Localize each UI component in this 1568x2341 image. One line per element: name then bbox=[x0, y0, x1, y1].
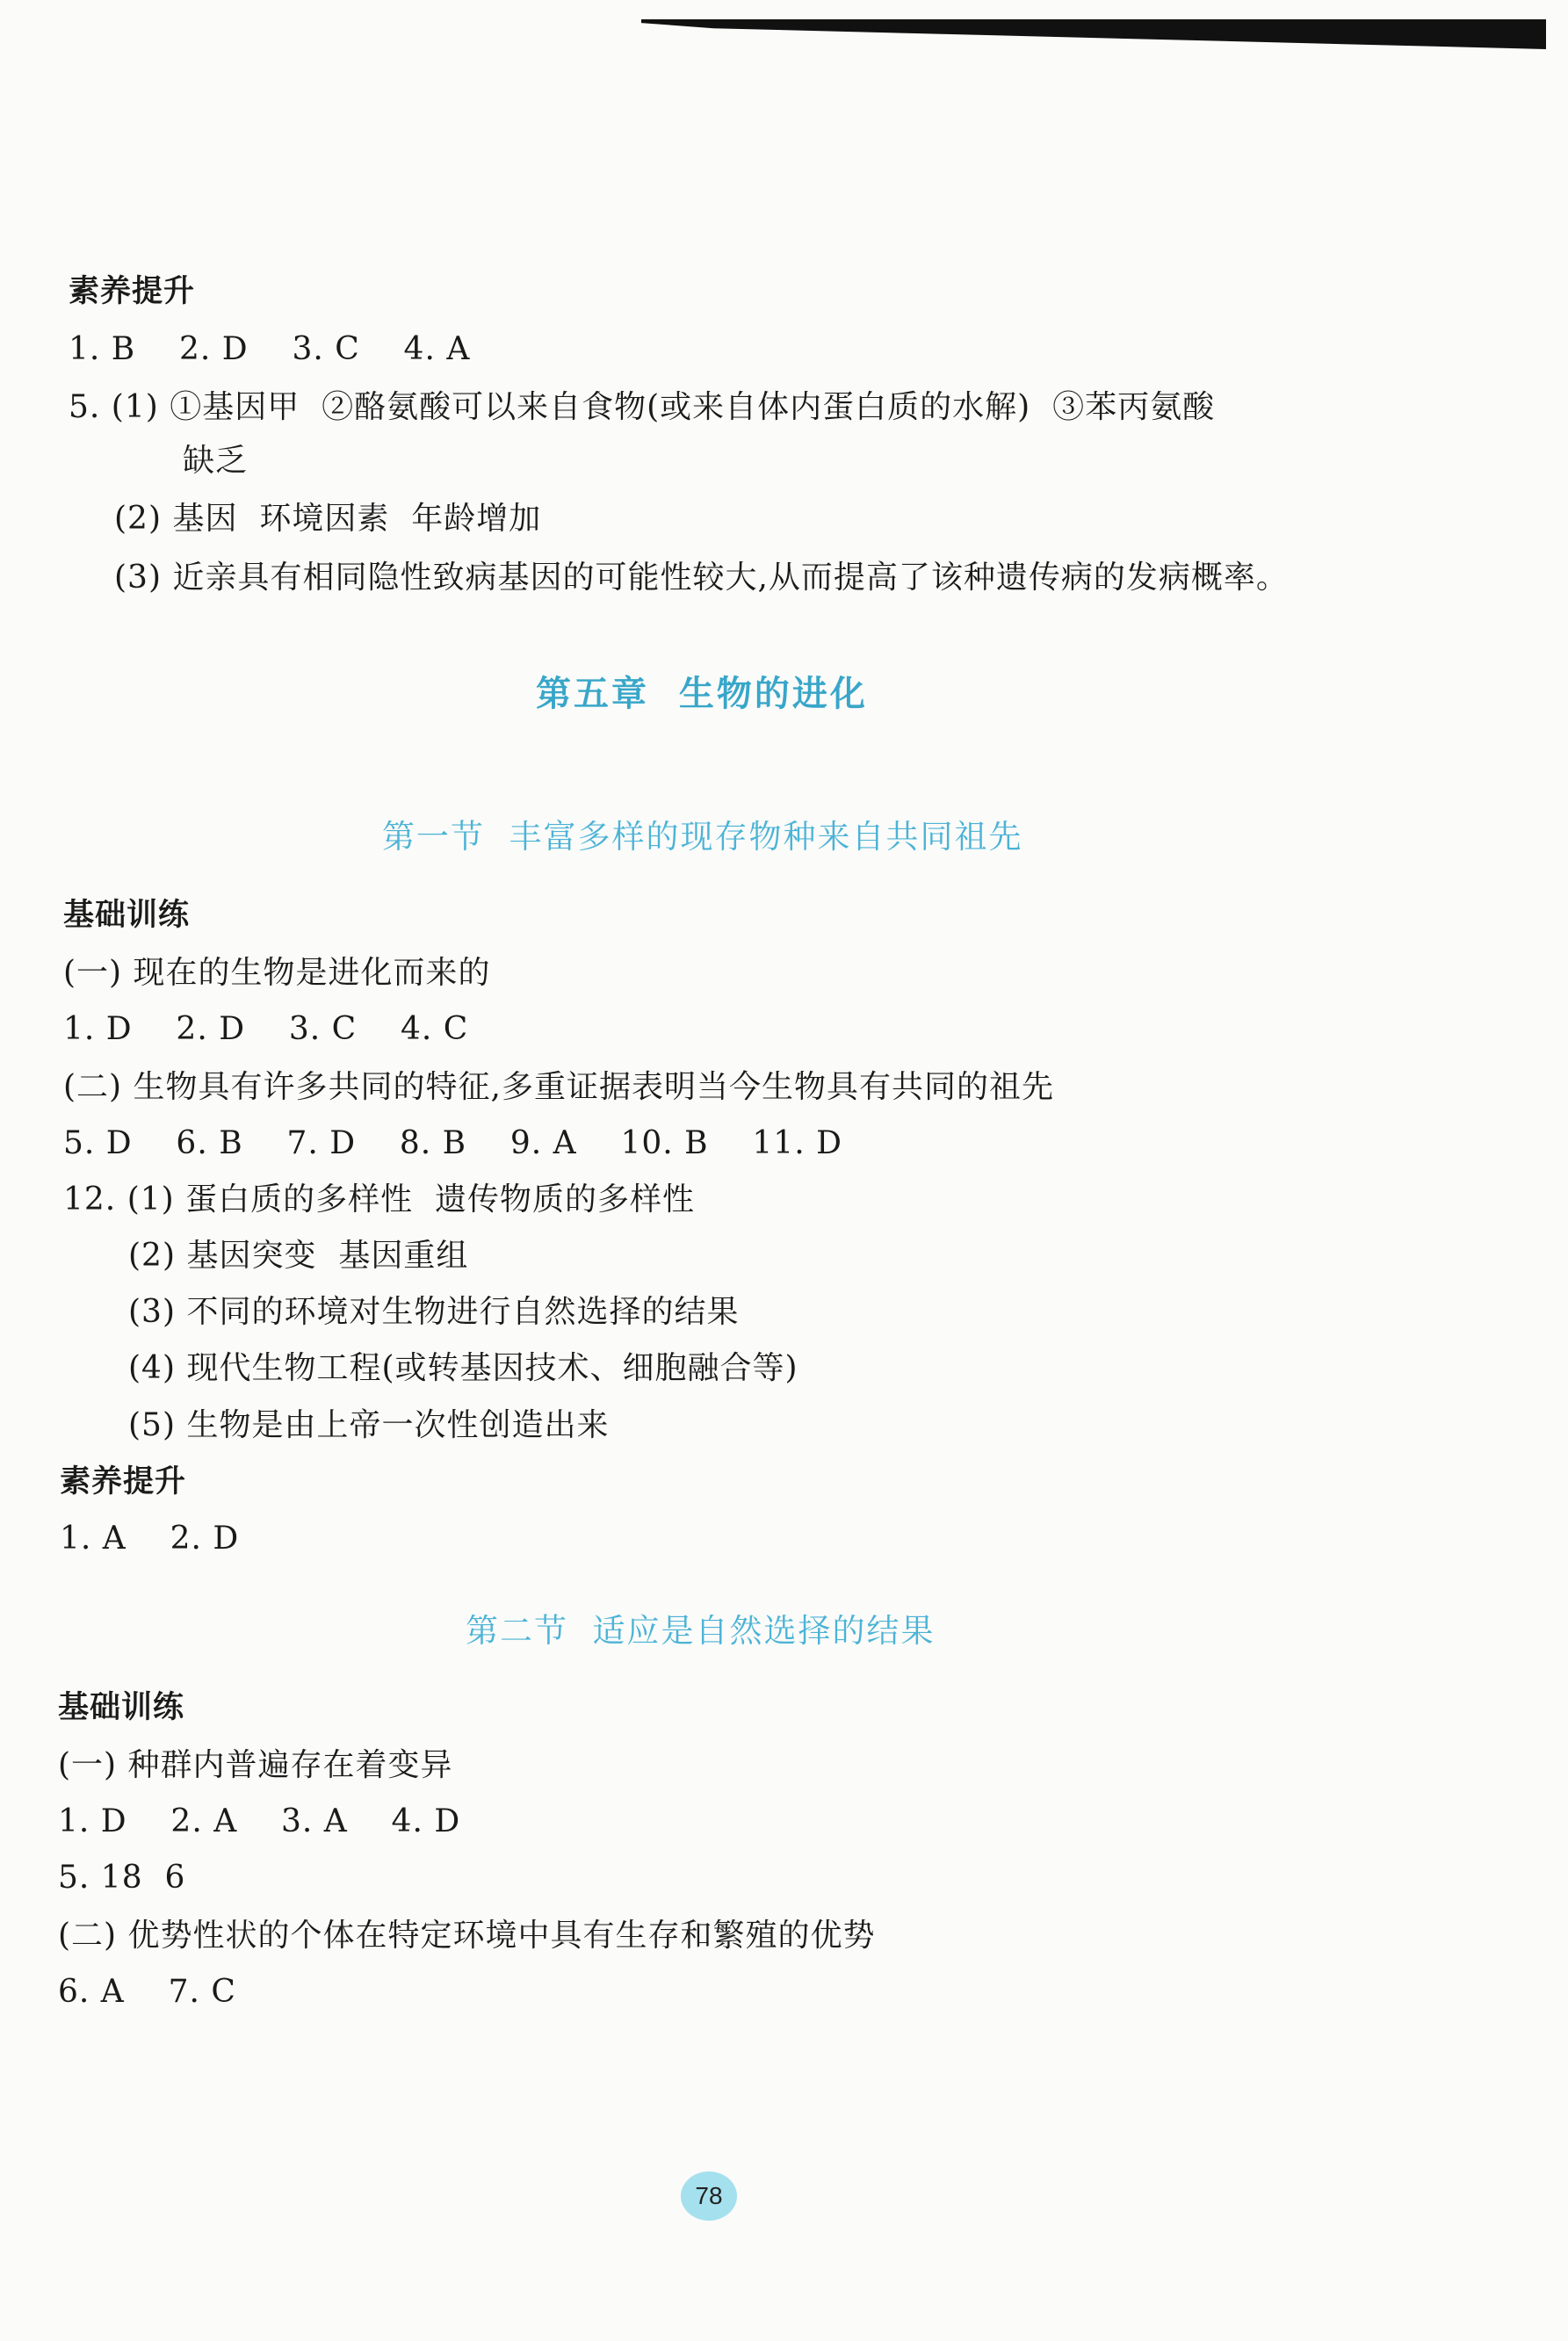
chapter-title: 第五章 生物的进化 bbox=[536, 674, 868, 714]
section1-suyang-answers: 1. A 2. D bbox=[60, 1521, 240, 1557]
section2-part1-q5: 5. 18 6 bbox=[58, 1860, 186, 1896]
answer-q5-part1-cont: 缺乏 bbox=[183, 443, 249, 479]
section1-heading-jichu: 基础训练 bbox=[63, 898, 191, 933]
page-number: 78 bbox=[681, 2171, 737, 2221]
answer-q5-part3: (3) 近亲具有相同隐性致病基因的可能性较大,从而提高了该种遗传病的发病概率。 bbox=[114, 560, 1289, 596]
section1-part1-answers: 1. D 2. D 3. C 4. C bbox=[63, 1011, 469, 1047]
section2-part1-title: (一) 种群内普遍存在着变异 bbox=[58, 1747, 453, 1783]
section1-heading-suyang: 素养提升 bbox=[60, 1464, 187, 1499]
section2-part2-answers: 6. A 7. C bbox=[58, 1974, 236, 2010]
section1-part2-title: (二) 生物具有许多共同的特征,多重证据表明当今生物具有共同的祖先 bbox=[63, 1069, 1054, 1105]
section2-title: 第二节 适应是自然选择的结果 bbox=[466, 1612, 936, 1650]
section1-part1-title: (一) 现在的生物是进化而来的 bbox=[63, 955, 491, 991]
section2-heading-jichu: 基础训练 bbox=[58, 1690, 185, 1725]
section2-part2-title: (二) 优势性状的个体在特定环境中具有生存和繁殖的优势 bbox=[58, 1918, 876, 1954]
section1-q12-4: (4) 现代生物工程(或转基因技术、细胞融合等) bbox=[128, 1350, 798, 1386]
section1-q12-5: (5) 生物是由上帝一次性创造出来 bbox=[128, 1407, 610, 1443]
top-decorative-bar bbox=[641, 19, 1546, 49]
heading-suyang-tisheng: 素养提升 bbox=[69, 274, 196, 309]
section1-title: 第一节 丰富多样的现存物种来自共同祖先 bbox=[382, 818, 1023, 856]
answer-q5-part2: (2) 基因 环境因素 年龄增加 bbox=[114, 501, 542, 537]
section1-q12-2: (2) 基因突变 基因重组 bbox=[128, 1238, 469, 1274]
section1-q12-1: 12. (1) 蛋白质的多样性 遗传物质的多样性 bbox=[63, 1181, 696, 1217]
section1-part2-answers: 5. D 6. B 7. D 8. B 9. A 10. B 11. D bbox=[63, 1125, 842, 1161]
section2-part1-answers: 1. D 2. A 3. A 4. D bbox=[58, 1803, 461, 1839]
answer-q5-part1: 5. (1) ①基因甲 ②酪氨酸可以来自食物(或来自体内蛋白质的水解) ③苯丙氨酸 bbox=[69, 389, 1216, 425]
answers-line: 1. B 2. D 3. C 4. A bbox=[69, 331, 471, 367]
section1-q12-3: (3) 不同的环境对生物进行自然选择的结果 bbox=[128, 1294, 740, 1330]
